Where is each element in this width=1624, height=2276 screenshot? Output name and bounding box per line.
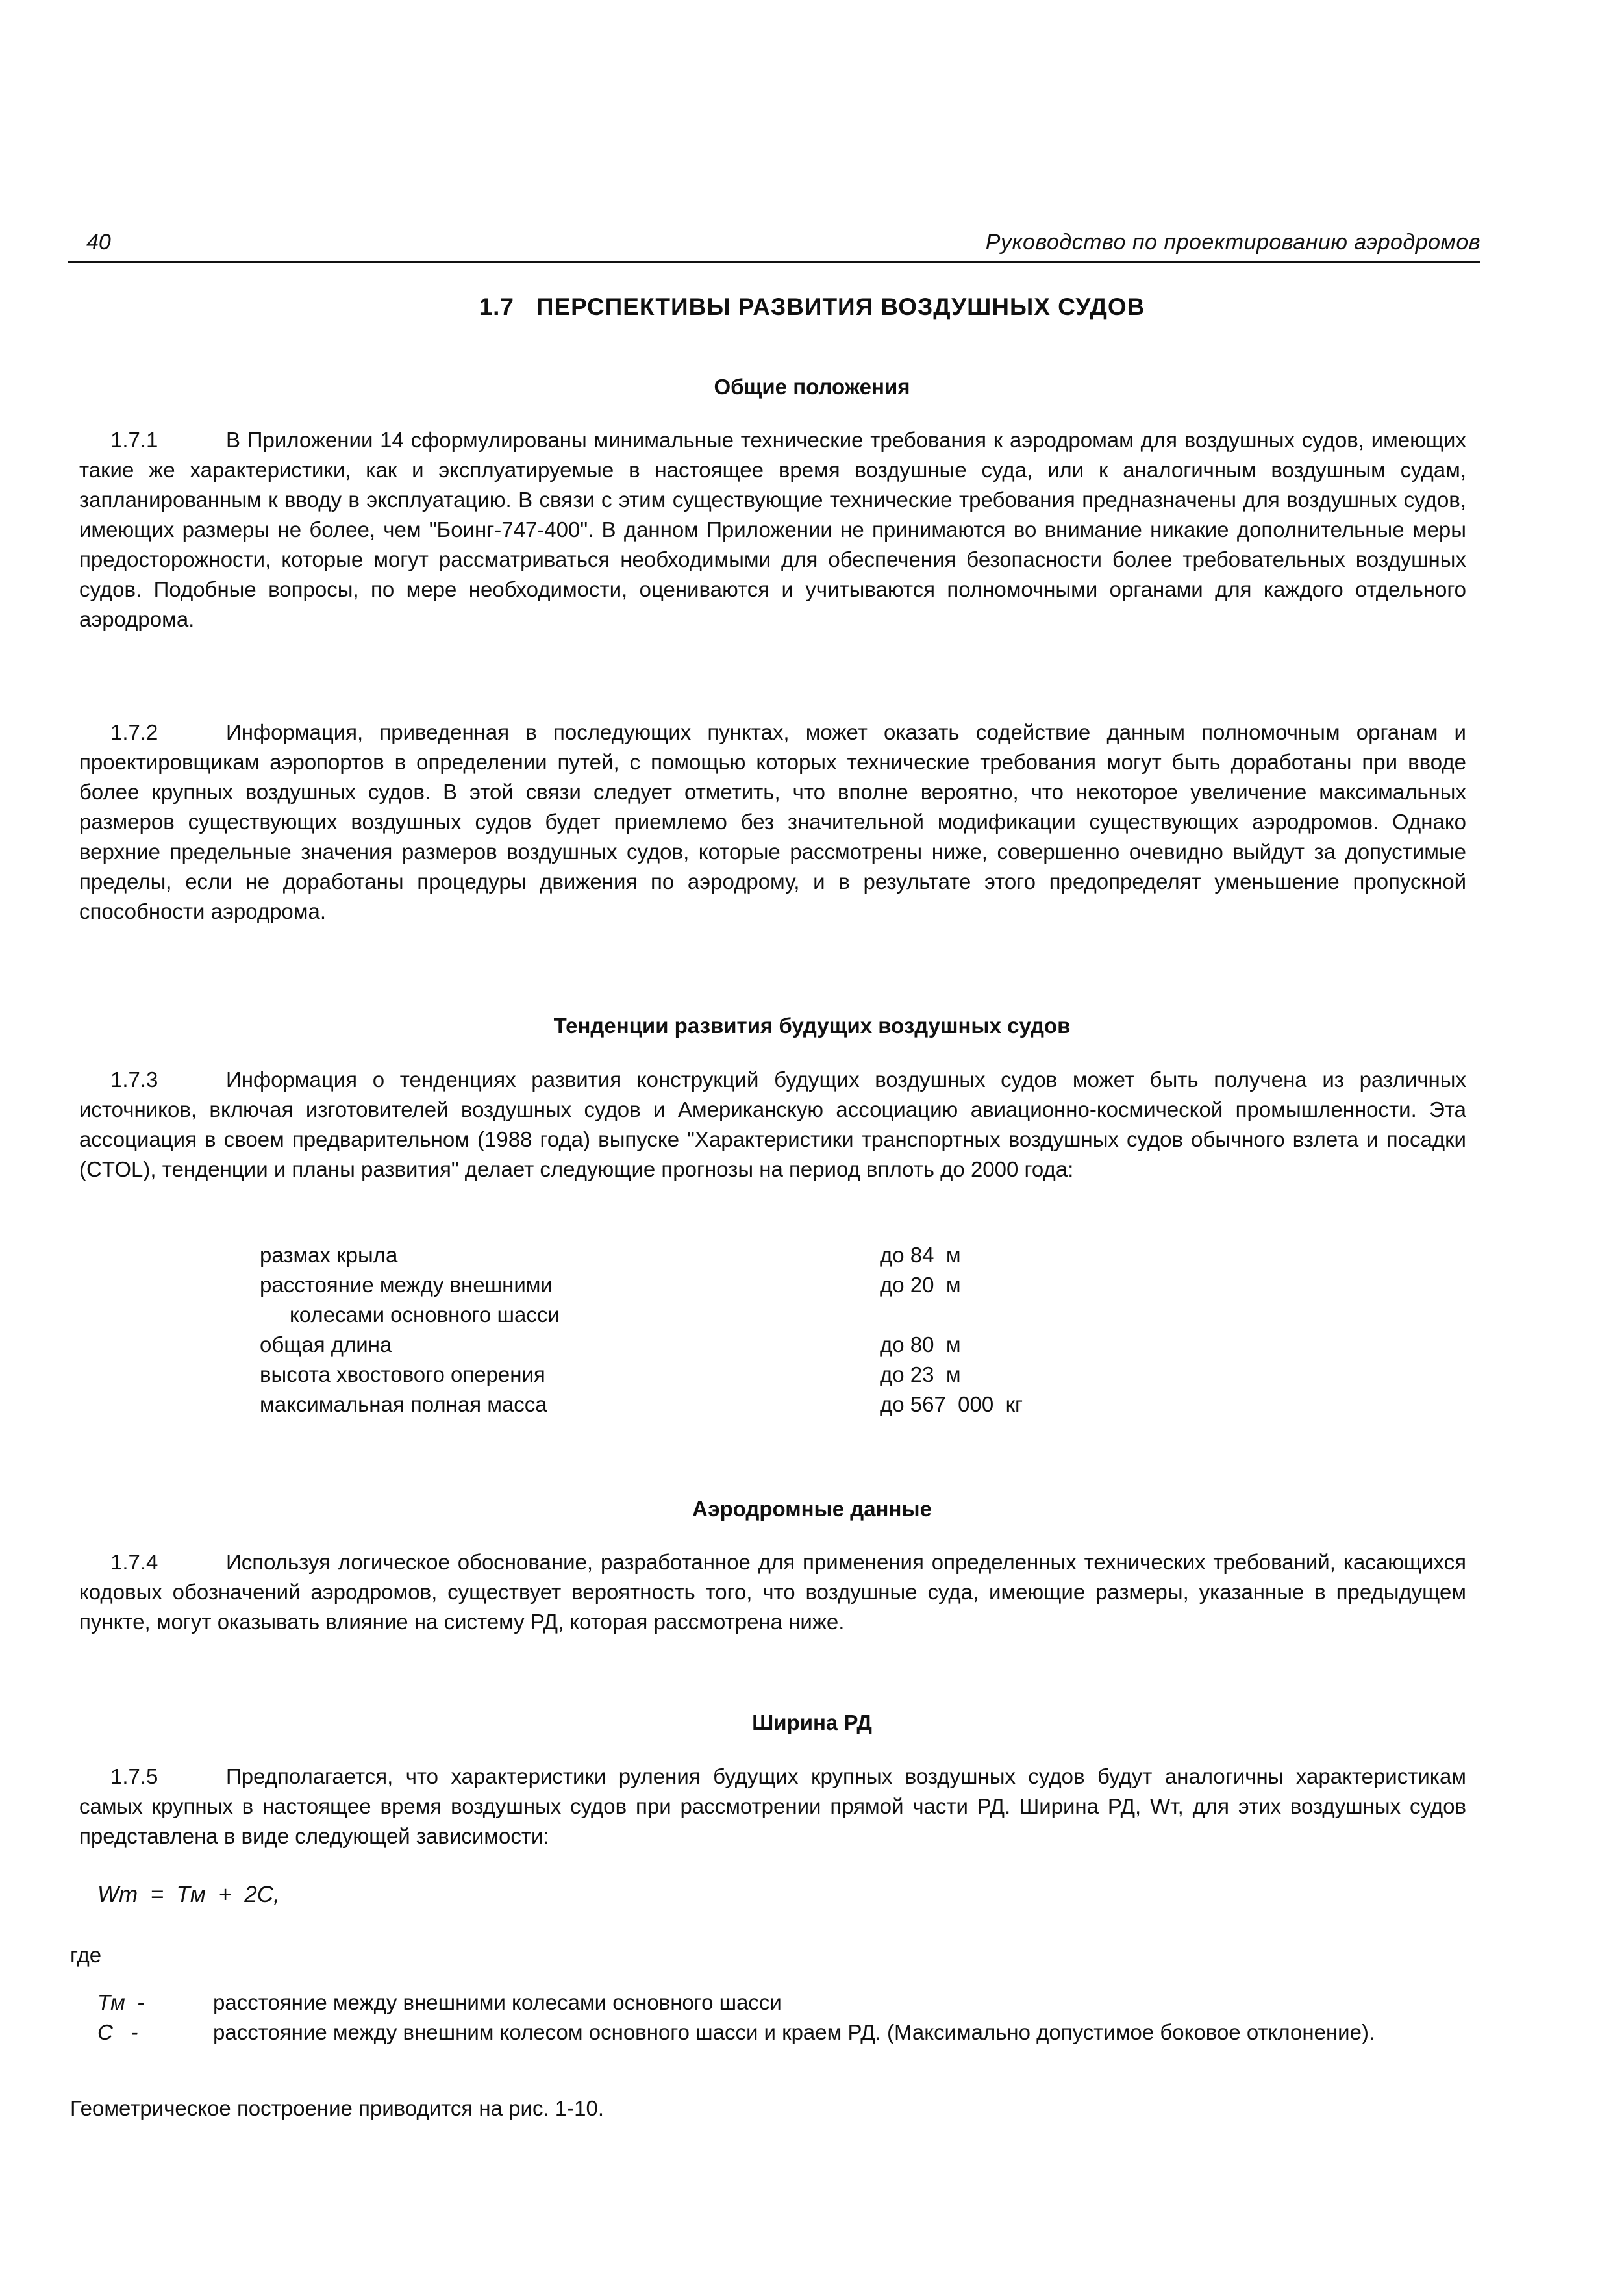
paragraph-number: 1.7.1	[110, 428, 158, 452]
spec-value: до 23 м	[880, 1362, 961, 1386]
paragraph-1-7-3	[79, 1065, 1466, 1184]
page-number: 40	[86, 230, 111, 255]
definitions-list	[97, 1988, 1480, 2047]
definition-row	[97, 1988, 1480, 2018]
spec-row	[260, 1330, 1104, 1360]
paragraph-text: В Приложении 14 сформулированы минимальные технические требования к аэродромам для воздушных судов, имеющих такие же характеристики, как и эксплуатируемые в настоящее время воздушные суда, или к аналогичным воздушным судам, запланированным к вводу в эксплуатацию. В связи с этим существующие технические требования предназначены для воздушных судов, имеющих размеры не более, чем "Боинг-747-400". В данном Приложении не принимаются во внимание никакие дополнительные меры предосторожности, которые могут рассматриваться необходимыми для обеспечения безопасности более требовательных воздушных судов. Подобные вопросы, по мере необходимости, оцениваются и учитываются полномочными органами для каждого отдельного аэродрома.	[79, 428, 1466, 631]
spec-row	[260, 1360, 1104, 1390]
paragraph-text: Информация о тенденциях развития конструкций будущих воздушных судов может быть получена из различных источников, включая изготовителей воздушных судов и Американскую ассоциацию авиационно-космической промышленности. Эта ассоциация в своем предварительном (1988 года) выпуске "Характеристики транспортных воздушных судов обычного взлета и посадки (CTOL), тенденции и планы развития" делает следующие прогнозы на период вплоть до 2000 года:	[79, 1068, 1466, 1181]
paragraph-number: 1.7.5	[110, 1764, 158, 1788]
paragraph-number: 1.7.2	[110, 720, 158, 744]
spec-value: до 20 м	[880, 1273, 961, 1297]
spec-label: общая длина	[260, 1332, 392, 1357]
taxiway-width-formula: Wт = Tм + 2C,	[97, 1882, 280, 1907]
figure-reference-text: Геометрическое построение приводится на рис. 1-10.	[70, 2096, 605, 2120]
paragraph-1-7-5	[79, 1762, 1466, 1851]
spec-row	[260, 1390, 1104, 1419]
forecast-specs-list	[260, 1240, 1104, 1419]
spec-label	[260, 1270, 880, 1330]
paragraph-number: 1.7.3	[110, 1068, 158, 1092]
spec-value: до 84 м	[880, 1243, 961, 1267]
paragraph-text: Информация, приведенная в последующих пунктах, может оказать содействие данным полномочным органам и проектировщикам аэропортов в определении путей, с помощью которых технические требования могут быть доработаны при вводе более крупных воздушных судов. В этой связи следует отметить, что вполне вероятно, что некоторое увеличение максимальных размеров существующих воздушных судов будет приемлемо без значительной модификации существующих аэродромов. Однако верхние предельные значения размеров воздушных судов, которые рассмотрены ниже, совершенно очевидно выйдут за допустимые пределы, если не доработаны процедуры движения по аэродрому, и в результате этого предопределят уменьшение пропускной способности аэродрома.	[79, 720, 1466, 923]
spec-row	[260, 1240, 1104, 1270]
page-header	[68, 229, 1480, 263]
where-label: где	[70, 1943, 102, 1967]
spec-label: размах крыла	[260, 1243, 398, 1267]
subheading-general: Общие положения	[714, 375, 910, 399]
paragraph-number: 1.7.4	[110, 1550, 158, 1574]
paragraph-1-7-1	[79, 425, 1466, 634]
spec-label-continuation: колесами основного шасси	[290, 1303, 560, 1327]
definition-symbol: C -	[97, 2020, 138, 2044]
paragraph-1-7-4	[79, 1547, 1466, 1637]
spec-value: до 80 м	[880, 1332, 961, 1357]
section-title: 1.7 ПЕРСПЕКТИВЫ РАЗВИТИЯ ВОЗДУШНЫХ СУДОВ	[479, 294, 1145, 320]
definition-text: расстояние между внешними колесами основного шасси	[213, 1990, 782, 2014]
paragraph-text: Используя логическое обоснование, разработанное для применения определенных технических требований, касающихся кодовых обозначений аэродромов, существует вероятность того, что воздушные суда, имеющие размеры, указанные в предыдущем пункте, могут оказывать влияние на систему РД, которая рассмотрена ниже.	[79, 1550, 1466, 1634]
paragraph-1-7-2	[79, 718, 1466, 927]
spec-row	[260, 1270, 1104, 1330]
spec-label-line: расстояние между внешними	[260, 1273, 553, 1297]
running-title: Руководство по проектированию аэродромов	[985, 230, 1480, 255]
subheading-trends: Тенденции развития будущих воздушных судов	[553, 1014, 1071, 1038]
spec-label: высота хвостового оперения	[260, 1362, 545, 1386]
paragraph-text: Предполагается, что характеристики руления будущих крупных воздушных судов будут аналогичны характеристикам самых крупных в настоящее время воздушных судов при рассмотрении прямой части РД. Ширина РД, Wт, для этих воздушных судов представлена в виде следующей зависимости:	[79, 1764, 1466, 1848]
subheading-taxiway-width: Ширина РД	[752, 1710, 872, 1734]
definition-row	[97, 2018, 1480, 2047]
definition-text: расстояние между внешним колесом основного шасси и краем РД. (Максимально допустимое боковое отклонение).	[213, 2020, 1375, 2044]
spec-label: максимальная полная масса	[260, 1392, 547, 1416]
definition-symbol: Tм -	[97, 1990, 145, 2014]
spec-value: до 567 000 кг	[880, 1392, 1023, 1416]
subheading-aerodrome-data: Аэродромные данные	[692, 1497, 932, 1521]
